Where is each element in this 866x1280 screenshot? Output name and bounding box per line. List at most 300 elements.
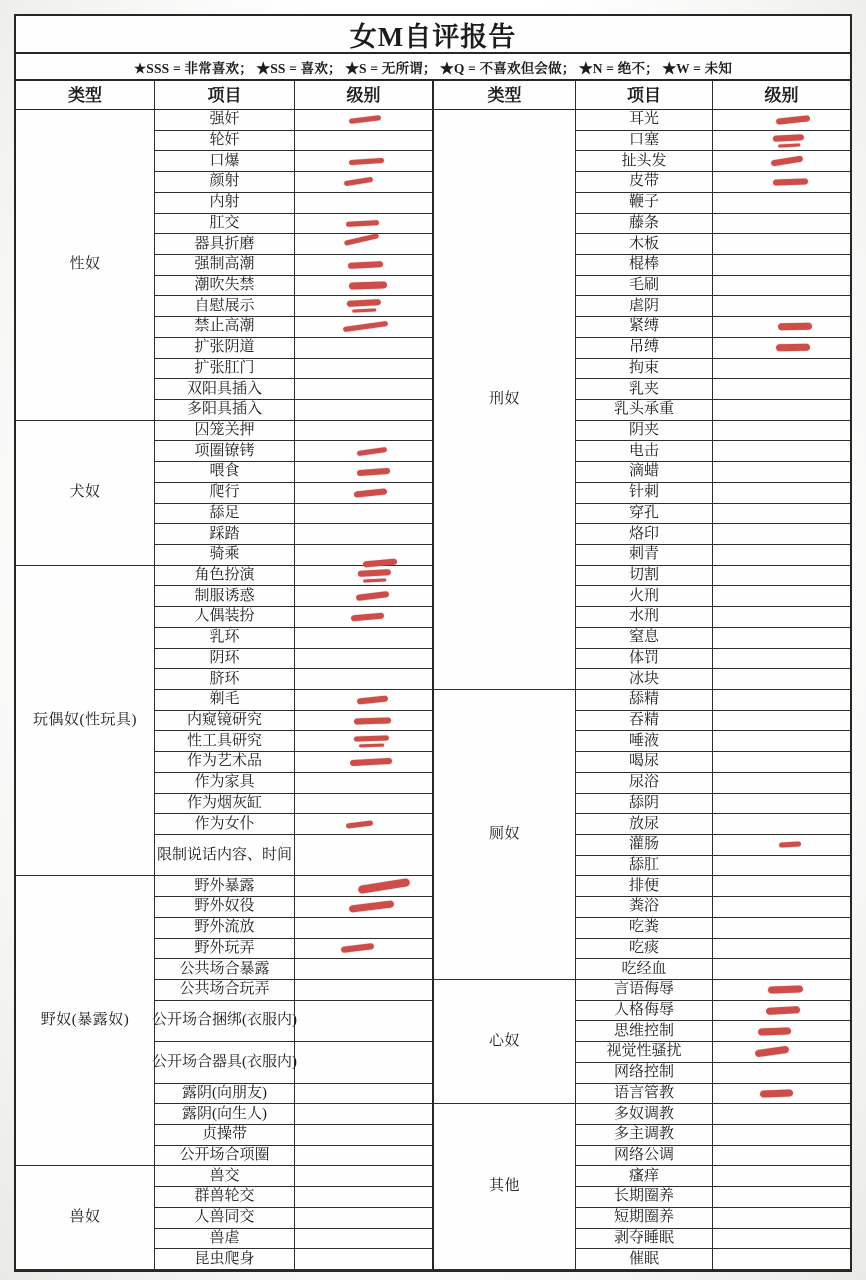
item-cell: 火刑 [576,586,713,607]
item-cell: 粪浴 [576,897,713,918]
mark-bar [358,569,391,577]
level-cell [713,1125,850,1146]
category-cell: 厕奴 [434,690,576,980]
level-cell [295,276,432,297]
item-cell: 野外暴露 [155,876,295,897]
level-mark-stroke [346,220,379,227]
item-cell: 公共场合玩弄 [155,980,295,1001]
item-cell: 强奸 [155,110,295,131]
right-header-type: 类型 [434,81,576,110]
level-cell [295,835,432,876]
level-cell [713,814,850,835]
document-sheet [14,14,852,1272]
item-cell: 短期圈养 [576,1208,713,1229]
mark-bar [346,299,380,307]
level-cell [295,711,432,732]
mark-bar [775,115,809,125]
level-cell [713,441,850,462]
level-cell [295,524,432,545]
item-cell: 作为烟灰缸 [155,794,295,815]
left-header-type: 类型 [16,81,155,110]
level-cell [713,1063,850,1084]
level-mark-stroke [754,1046,789,1058]
mark-bar [351,613,384,622]
item-cell: 公开场合器具(衣服内) [155,1042,295,1083]
item-cell: 作为家具 [155,773,295,794]
level-mark-stroke [351,613,384,622]
mark-bar [357,878,410,894]
item-cell: 扯头发 [576,151,713,172]
item-cell: 兽虐 [155,1229,295,1250]
mark-bar [346,820,373,828]
right-header-item: 项目 [576,81,713,110]
item-cell: 舔肛 [576,856,713,877]
level-mark-stroke [775,344,809,352]
item-cell: 禁止高潮 [155,317,295,338]
level-cell [713,566,850,587]
item-cell: 舔足 [155,504,295,525]
mark-bar [760,1089,793,1097]
item-cell: 滴蜡 [576,462,713,483]
level-mark-stroke [760,1089,793,1097]
category-cell: 刑奴 [434,110,576,690]
item-cell: 剃毛 [155,690,295,711]
level-cell [713,276,850,297]
level-cell [295,876,432,897]
item-cell: 放尿 [576,814,713,835]
rating-legend: ★SSS = 非常喜欢； ★SS = 喜欢； ★S = 无所谓； ★Q = 不喜欢但会做； ★N = 绝不； ★W = 未知 [16,54,850,81]
item-cell: 刺青 [576,545,713,566]
level-cell [295,773,432,794]
level-cell [295,234,432,255]
category-cell: 性奴 [16,110,155,421]
level-cell [713,504,850,525]
item-cell: 木板 [576,234,713,255]
item-cell: 舔精 [576,690,713,711]
item-cell: 长期圈养 [576,1187,713,1208]
item-cell: 强制高潮 [155,255,295,276]
item-cell: 自慰展示 [155,296,295,317]
item-cell: 人格侮辱 [576,1001,713,1022]
mark-bar-secondary [778,143,800,147]
level-cell [713,234,850,255]
item-cell: 扩张肛门 [155,359,295,380]
mark-bar [341,943,374,953]
right-table [434,81,850,1270]
item-cell: 窒息 [576,628,713,649]
item-cell: 骑乘 [155,545,295,566]
level-mark-stroke [348,281,386,289]
item-cell: 穿孔 [576,504,713,525]
mark-bar [773,134,804,142]
level-cell [713,607,850,628]
level-cell [713,835,850,856]
item-cell: 公共场合暴露 [155,959,295,980]
item-cell: 尿浴 [576,773,713,794]
item-cell: 切割 [576,566,713,587]
item-cell: 内射 [155,193,295,214]
item-cell: 喝尿 [576,752,713,773]
level-mark-stroke [349,901,395,913]
level-cell [295,504,432,525]
level-cell [713,255,850,276]
item-cell: 乳环 [155,628,295,649]
level-cell [713,628,850,649]
item-cell: 肛交 [155,214,295,235]
item-cell: 烙印 [576,524,713,545]
level-cell [295,1001,432,1042]
level-cell [295,1042,432,1083]
level-cell [713,752,850,773]
level-mark-stroke [356,447,386,456]
level-cell [713,794,850,815]
item-cell: 野外奴役 [155,897,295,918]
mark-bar [343,321,388,332]
item-cell: 舔阴 [576,794,713,815]
item-cell: 昆虫爬身 [155,1249,295,1270]
level-cell [295,255,432,276]
item-cell: 公开场合项圈 [155,1146,295,1167]
item-cell: 视觉性骚扰 [576,1042,713,1063]
item-cell: 唾液 [576,731,713,752]
mark-bar-secondary [359,743,384,747]
left-table [16,81,434,1270]
level-cell [295,131,432,152]
item-cell: 虐阴 [576,296,713,317]
level-cell [713,939,850,960]
item-cell: 吃痰 [576,939,713,960]
item-cell: 阴夹 [576,421,713,442]
level-cell [295,566,432,587]
level-cell [713,669,850,690]
level-cell [295,649,432,670]
level-cell [295,379,432,400]
level-mark-stroke [354,488,387,497]
level-cell [713,1104,850,1125]
level-cell [295,545,432,566]
level-cell [713,1084,850,1105]
level-mark-stroke [357,695,388,704]
item-cell: 多主调教 [576,1125,713,1146]
item-cell: 吃粪 [576,918,713,939]
item-cell: 毛刷 [576,276,713,297]
level-cell [713,1166,850,1187]
category-cell: 心奴 [434,980,576,1104]
level-cell [295,1166,432,1187]
level-cell [295,296,432,317]
item-cell: 阴环 [155,649,295,670]
level-mark-stroke [344,177,373,186]
level-mark-stroke [773,178,808,185]
item-cell: 露阴(向朋友) [155,1084,295,1105]
level-cell [713,1208,850,1229]
mark-bar [354,488,387,497]
level-cell [713,110,850,131]
level-cell [713,379,850,400]
level-cell [713,711,850,732]
level-cell [295,586,432,607]
level-cell [295,214,432,235]
level-cell [295,1249,432,1270]
level-cell [713,483,850,504]
mark-bar [349,901,395,913]
level-cell [295,110,432,131]
level-cell [295,980,432,1001]
item-cell: 棍棒 [576,255,713,276]
item-cell: 皮带 [576,172,713,193]
level-cell [295,338,432,359]
level-mark-stroke [343,321,388,332]
level-cell [295,1187,432,1208]
level-mark-stroke [346,820,373,828]
mark-bar [758,1027,791,1035]
item-cell: 语言管教 [576,1084,713,1105]
level-cell [295,1229,432,1250]
item-cell: 水刑 [576,607,713,628]
item-cell: 电击 [576,441,713,462]
item-cell: 口塞 [576,131,713,152]
item-cell: 藤条 [576,214,713,235]
item-cell: 人偶装扮 [155,607,295,628]
level-mark-stroke [354,735,389,747]
level-cell [713,1001,850,1022]
level-cell [713,876,850,897]
level-cell [713,980,850,1001]
item-cell: 潮吹失禁 [155,276,295,297]
item-cell: 鞭子 [576,193,713,214]
mark-bar [354,735,389,741]
level-cell [713,193,850,214]
mark-bar [344,177,373,186]
mark-bar [349,158,384,165]
level-cell [295,359,432,380]
level-cell [295,628,432,649]
mark-bar [348,261,383,269]
item-cell: 吊缚 [576,338,713,359]
item-cell: 吃经血 [576,959,713,980]
mark-bar [777,323,811,331]
level-cell [713,1249,850,1270]
item-cell: 乳头承重 [576,400,713,421]
page-title: 女M自评报告 [16,16,850,54]
left-header-item: 项目 [155,81,295,110]
level-cell [295,897,432,918]
level-mark-stroke [770,156,803,167]
mark-bar [768,986,803,994]
level-mark-stroke [344,233,379,246]
item-cell: 轮奸 [155,131,295,152]
table-body [16,81,850,1270]
item-cell: 贞操带 [155,1125,295,1146]
level-cell [295,731,432,752]
level-cell [713,338,850,359]
category-cell: 兽奴 [16,1166,155,1270]
category-cell: 野奴(暴露奴) [16,876,155,1166]
item-cell: 冰块 [576,669,713,690]
level-cell [295,959,432,980]
item-cell: 耳光 [576,110,713,131]
level-mark-stroke [356,591,389,601]
level-cell [295,400,432,421]
level-mark-stroke [341,943,374,953]
item-cell: 作为艺术品 [155,752,295,773]
item-cell: 制服诱惑 [155,586,295,607]
level-cell [713,731,850,752]
level-mark-stroke [357,468,390,476]
level-cell [295,814,432,835]
mark-bar [765,1006,799,1015]
item-cell: 内窥镜研究 [155,711,295,732]
level-mark-stroke [348,261,383,269]
item-cell: 性工具研究 [155,731,295,752]
level-cell [713,296,850,317]
level-cell [713,462,850,483]
mark-bar [348,115,380,124]
item-cell: 多阳具插入 [155,400,295,421]
level-cell [295,918,432,939]
mark-bar-secondary [352,309,376,313]
level-cell [295,483,432,504]
item-cell: 针刺 [576,483,713,504]
mark-bar [344,233,379,246]
level-cell [713,524,850,545]
mark-bar [349,758,391,766]
level-cell [713,1021,850,1042]
level-cell [295,1208,432,1229]
item-cell: 排便 [576,876,713,897]
item-cell: 群兽轮交 [155,1187,295,1208]
level-cell [295,1084,432,1105]
level-cell [713,214,850,235]
mark-bar [773,178,808,185]
item-cell: 紧缚 [576,317,713,338]
level-mark-stroke [357,878,410,894]
item-cell: 囚笼关押 [155,421,295,442]
level-mark-stroke [768,986,803,994]
level-mark-stroke [777,323,811,331]
level-cell [713,545,850,566]
item-cell: 网络公调 [576,1146,713,1167]
level-cell [295,151,432,172]
level-cell [713,172,850,193]
item-cell: 拘束 [576,359,713,380]
level-cell [295,317,432,338]
right-header-level: 级别 [713,81,850,110]
item-cell: 乳夹 [576,379,713,400]
item-cell: 野外玩弄 [155,939,295,960]
level-cell [713,131,850,152]
mark-bar [778,842,800,848]
left-header-level: 级别 [295,81,432,110]
level-cell [295,172,432,193]
item-cell: 露阴(向生人) [155,1104,295,1125]
mark-bar [357,695,388,704]
level-cell [295,794,432,815]
level-cell [713,918,850,939]
item-cell: 人兽同交 [155,1208,295,1229]
mark-bar [356,447,386,456]
item-cell: 网络控制 [576,1063,713,1084]
mark-bar [357,468,390,476]
item-cell: 思维控制 [576,1021,713,1042]
item-cell: 颜射 [155,172,295,193]
level-mark-stroke [775,115,809,125]
item-cell: 公开场合捆绑(衣服内) [155,1001,295,1042]
item-cell: 言语侮辱 [576,980,713,1001]
mark-bar [356,591,389,601]
level-cell [295,752,432,773]
level-cell [713,586,850,607]
level-cell [713,690,850,711]
level-cell [295,669,432,690]
item-cell: 角色扮演 [155,566,295,587]
level-cell [295,1125,432,1146]
level-cell [295,421,432,442]
level-cell [713,1146,850,1167]
level-mark-stroke [773,134,805,148]
item-cell: 催眠 [576,1249,713,1270]
mark-bar [346,220,379,227]
level-mark-stroke [348,115,380,124]
item-cell: 项圈镣铐 [155,441,295,462]
level-cell [295,1104,432,1125]
level-cell [295,607,432,628]
level-cell [295,1146,432,1167]
item-cell: 体罚 [576,649,713,670]
level-cell [713,773,850,794]
item-cell: 野外流放 [155,918,295,939]
level-cell [713,649,850,670]
level-cell [295,441,432,462]
level-mark-stroke [354,717,391,724]
item-cell: 爬行 [155,483,295,504]
item-cell: 兽交 [155,1166,295,1187]
mark-bar [770,156,803,167]
level-cell [713,1042,850,1063]
level-mark-stroke [765,1006,799,1015]
item-cell: 踩踏 [155,524,295,545]
level-cell [713,959,850,980]
mark-bar [775,344,809,352]
item-cell: 器具折磨 [155,234,295,255]
item-cell: 瘙痒 [576,1166,713,1187]
level-cell [713,897,850,918]
level-cell [295,939,432,960]
item-cell: 灌肠 [576,835,713,856]
level-mark-stroke [358,569,392,583]
level-cell [713,421,850,442]
level-cell [713,1229,850,1250]
item-cell: 双阳具插入 [155,379,295,400]
item-cell: 限制说话内容、时间 [155,835,295,876]
item-cell: 剥夺睡眠 [576,1229,713,1250]
level-mark-stroke [778,842,800,848]
category-cell: 玩偶奴(性玩具) [16,566,155,877]
level-cell [713,856,850,877]
item-cell: 喂食 [155,462,295,483]
mark-bar [354,717,391,724]
category-cell: 其他 [434,1104,576,1270]
level-cell [295,690,432,711]
level-mark-stroke [349,158,384,165]
category-cell: 犬奴 [16,421,155,566]
level-cell [713,359,850,380]
level-mark-stroke [758,1027,791,1035]
item-cell: 扩张阴道 [155,338,295,359]
level-cell [295,462,432,483]
level-cell [713,1187,850,1208]
level-mark-stroke [349,758,391,766]
